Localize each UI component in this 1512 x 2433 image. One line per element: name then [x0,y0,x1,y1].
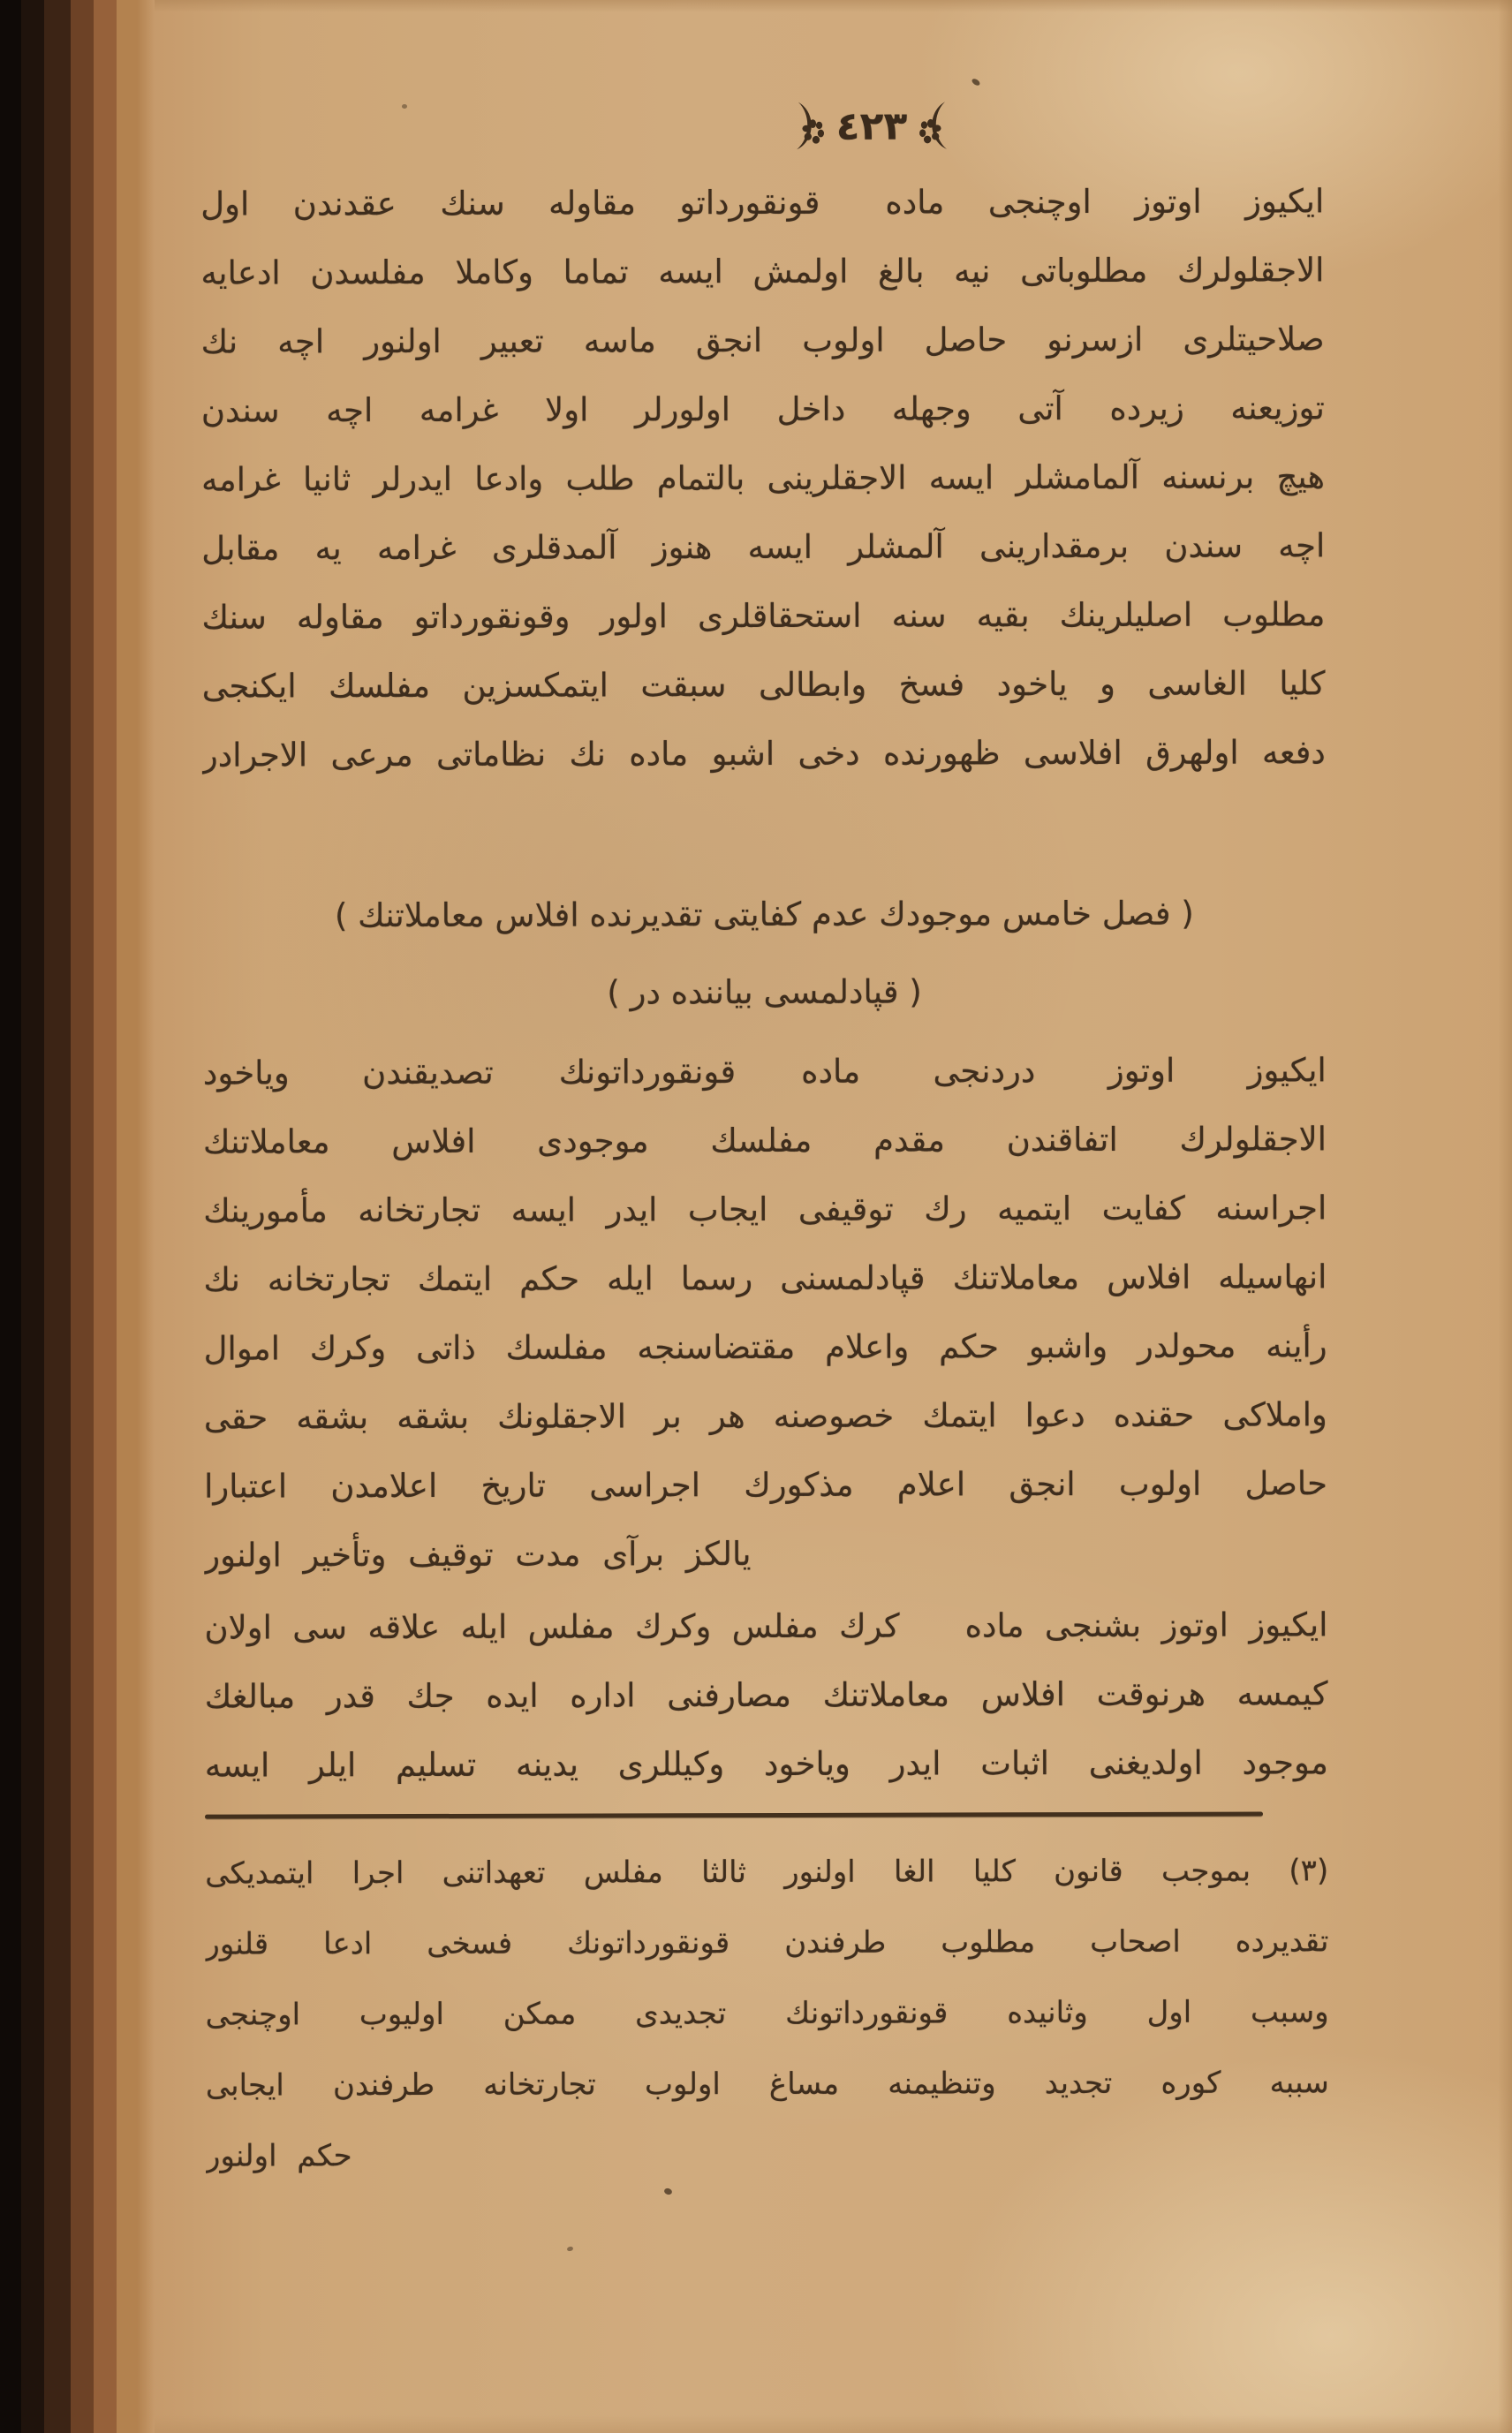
article-234 [203,1036,1328,1590]
page-number: ٤٢٣ [835,103,908,149]
text-line: ايكيوز اوتوز دردنجى ماده قونقورداتونك تصديقندن وياخود [202,1051,1327,1092]
section-heading-title: ( فصل خامس موجودك عدم كفايتى تقديرنده افلاس معاملاتنك ) [334,894,1194,935]
page-header [310,82,1433,170]
text-line: صلاحيتلرى ازسرنو حاصل اولوب انجق ماسه تعبير اولنور اچه نك [200,320,1325,361]
text-line: ايكيوز اوتوز اوچنجى ماده قونقورداتو مقاوله سنك عقدندن اول [200,182,1325,223]
ink-speck [566,2246,573,2252]
page-edge-right [1498,0,1512,2433]
book-binding-edge [0,0,155,2433]
text-line: الاجقلولرك مطلوباتى نيه بالغ اولمش ايسه تماما وكاملا مفلسدن ادعايه [200,251,1325,292]
text-line: اچه سندن برمقدارينى آلمشلر ايسه هنوز آلمدقلرى غرامه يه مقابل [201,526,1326,568]
article-235 [204,1591,1328,1800]
text-line: حاصل اولوب انجق اعلام مذكورك اجراسى تاريخ اعلامدن اعتبارا [203,1464,1328,1506]
text-line: ايكيوز اوتوز بشنجى ماده كرك مفلس وكرك مفلس ايله علاقه سى اولان [204,1606,1328,1647]
text-line: موجود اولديغنى اثبات ايدر وياخود وكيللرى يدينه تسليم ايلر ايسه [204,1743,1328,1785]
text-line: يالكز برآى مدت توقيف وتأخير اولنور [204,1535,752,1575]
footnote-line: (٣) بموجب قانون كليا الغا اولنور ثالثا مفلس تعهداتنى اجرا ايتمديكى [205,1853,1329,1892]
page-edge-bottom [155,2415,1512,2433]
text-line: كليا الغاسى و ياخود فسخ وابطالى سبقت ايتمكسزين مفلسك ايكنجى [201,664,1326,706]
footnote-line: سببه كوره تجديد وتنظيمنه مساغ اولوب تجارتخانه طرفندن ايجابى [205,2065,1329,2104]
page-edge-top [155,0,1512,12]
page-text-block [200,82,1329,2191]
text-line: دفعه اولهرق افلاسى ظهورنده دخى اشبو ماده نك نظاماتى مرعى الاجرادر [201,733,1326,774]
text-line: كيمسه هرنوقت افلاس معاملاتنك مصارفنى اداره ايده جك قدر مبالغك [204,1674,1328,1716]
section-heading [202,879,1326,1028]
text-line: انهاسيله افلاس معاملاتنك قپادلمسنى رسما ايله حكم ايتمك تجارتخانه نك [203,1258,1327,1299]
text-line: اجراسنه كفايت ايتميه رك توقيفى ايجاب ايدر ايسه تجارتخانه مأمورينك [203,1189,1327,1230]
text-line: هيچ برنسنه آلمامشلر ايسه الاجقلرينى بالتمام طلب وادعا ايدرلر ثانيا غرامه [200,457,1326,499]
footnote-separator-rule [205,1812,1263,1819]
footnote-line: حكم اولنور [205,2138,352,2174]
footnote [205,1835,1329,2191]
article-233 [200,167,1326,790]
section-heading-subtitle: ( قپادلمسى بياننده در ) [607,972,922,1012]
text-line: رأينه محولدر واشبو حكم واعلام مقتضاسنجه مفلسك ذاتى وكرك اموال [203,1326,1327,1368]
ink-speck [402,104,407,109]
floral-ornament-icon [919,99,955,152]
text-line: مطلوب اصليلرينك بقيه سنه استحقاقلرى اولور وقونقورداتو مقاوله سنك [201,595,1326,637]
floral-ornament-icon [789,100,824,153]
text-line: الاجقلولرك اتفاقندن مقدم مفلسك موجودى افلاس معاملاتنك [202,1120,1327,1161]
text-line: واملاكى حقنده دعوا ايتمك خصوصنه هر بر الاجقلونك بشقه بشقه حقى [203,1395,1327,1437]
text-line: توزيعنه زيرده آتى وجهله داخل اولورلر اولا غرامه اچه سندن [200,389,1325,430]
footnote-line: وسبب اول وثانيده قونقورداتونك تجديدى ممكن اوليوب اوچنجى [205,1994,1329,2033]
footnote-line: تقديرده اصحاب مطلوب طرفندن قونقورداتونك فسخى ادعا قلنور [205,1923,1329,1962]
